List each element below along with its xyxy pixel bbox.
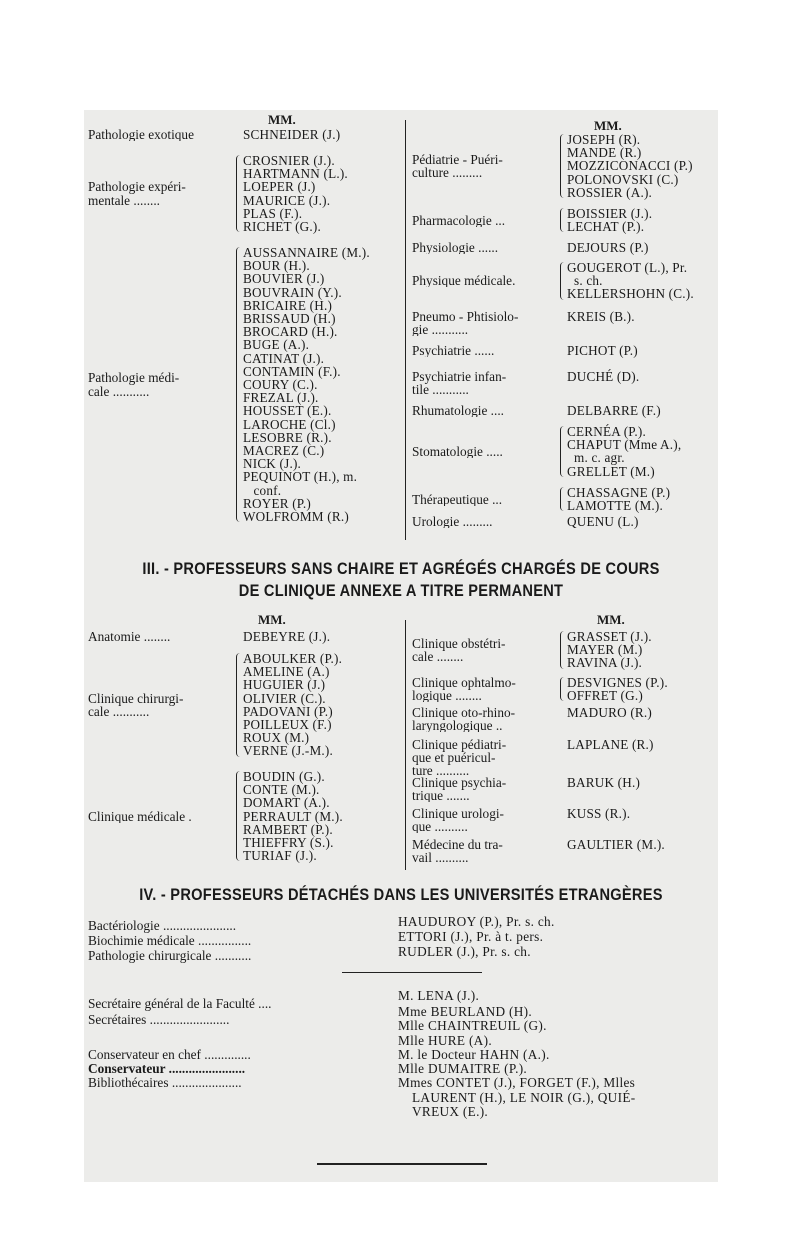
brace (236, 247, 241, 522)
brace (560, 426, 565, 477)
brace (236, 155, 241, 232)
person-name: BOUR (H.). (243, 258, 310, 274)
person-name: LESOBRE (R.). (243, 429, 332, 445)
person-name: CHAPUT (Mme A.), (567, 437, 682, 453)
row-label: Bactériologie ...................... (88, 918, 237, 933)
column-head-left: MM. (258, 612, 286, 627)
person-name: CONTE (M.). (243, 782, 320, 798)
person-name: KUSS (R.). (567, 806, 631, 821)
person-name: GAULTIER (M.). (567, 837, 665, 852)
person-name: MOZZICONACCI (P.) (567, 158, 693, 174)
person-name: DUCHÉ (D). (567, 369, 640, 384)
brace (236, 771, 241, 861)
brace (236, 653, 241, 757)
row-label: Conservateur en chef .............. (88, 1047, 251, 1062)
person-name: s. ch. (567, 273, 603, 289)
person-name: PICHOT (P.) (567, 343, 638, 358)
person-name: HOUSSET (E.). (243, 403, 332, 419)
row-label: Anatomie ........ (88, 630, 171, 644)
person-name: ROSSIER (A.). (567, 184, 653, 200)
separator-rule (342, 972, 482, 973)
row-label: Pathologie médi- cale ........... (88, 371, 180, 398)
person-name: DELBARRE (F.) (567, 403, 661, 418)
person-name: QUENU (L.) (567, 514, 639, 529)
row-label: Pharmacologie ... (412, 213, 506, 227)
person-name: JOSEPH (R). (567, 132, 641, 147)
person-name: HUGUIER (J.) (243, 677, 326, 693)
person-name: PEQUINOT (H.), m. (243, 469, 358, 485)
person-name: VERNE (J.-M.). (243, 743, 333, 759)
person-name: FREZAL (J.). (243, 390, 319, 406)
person-name: DESVIGNES (P.). (567, 675, 668, 690)
person-name: conf. (243, 482, 282, 498)
person-name: PERRAULT (M.). (243, 808, 343, 824)
person-name: BROCARD (H.). (243, 324, 338, 340)
row-label: Pathologie exotique (88, 128, 194, 142)
person-name: KELLERSHOHN (C.). (567, 286, 694, 302)
person-name: MAURICE (J.). (243, 192, 331, 208)
row-value: Mlle DUMAITRE (P.). (398, 1061, 528, 1076)
person-name: RAVINA (J.). (567, 655, 643, 671)
person-name: TURIAF (J.). (243, 848, 317, 864)
person-name: OFFRET (G.) (567, 688, 643, 704)
row-label: Physique médicale. (412, 274, 516, 288)
row-value: ETTORI (J.), Pr. à t. pers. (398, 929, 544, 944)
row-value: M. le Docteur HAHN (A.). (398, 1047, 550, 1062)
person-name: CONTAMIN (F.). (243, 363, 341, 379)
row-label: Psychiatrie ...... (412, 344, 495, 358)
row-label: Pneumo - Phtisiolo- gie ........... (412, 310, 519, 337)
person-name: CERNÉA (P.). (567, 424, 646, 439)
column-head-right: MM. (594, 118, 622, 133)
brace (560, 677, 565, 701)
person-name: THIEFFRY (S.). (243, 835, 334, 850)
row-label: Clinique pédiatri- que et puéricul- ture .......... (412, 738, 507, 778)
row-value: Mme BEURLAND (H). (398, 1004, 532, 1019)
person-name: BRISSAUD (H.) (243, 311, 336, 326)
row-label: Pathologie expéri- mentale ........ (88, 180, 186, 207)
person-name: RAMBERT (P.). (243, 821, 333, 837)
row-value: HAUDUROY (P.), Pr. s. ch. (398, 914, 555, 929)
row-value: LAURENT (H.), LE NOIR (G.), QUIÉ- (412, 1090, 636, 1105)
row-label: Clinique psychia- trique ....... (412, 776, 507, 803)
brace (560, 134, 565, 198)
person-name: AMELINE (A.) (243, 664, 330, 680)
section-4-title: IV. - PROFESSEURS DÉTACHÉS DANS LES UNIVERSITÉS ETRANGÈRES (139, 885, 663, 904)
person-name: OLIVIER (C.). (243, 690, 326, 706)
row-label: Clinique médicale . (88, 809, 192, 823)
row-label: Thérapeutique ... (412, 492, 503, 506)
person-name: PADOVANI (P.) (243, 703, 333, 719)
person-name: LAROCHE (Cl.) (243, 416, 336, 432)
row-label: Psychiatrie infan- tile ........... (412, 370, 507, 397)
person-name: BOUDIN (G.). (243, 769, 325, 784)
person-name: BOUVIER (J.) (243, 271, 325, 287)
person-name: AUSSANNAIRE (M.). (243, 245, 370, 260)
row-label: Clinique oto-rhino- laryngologique .. (412, 706, 516, 733)
row-value: Mmes CONTET (J.), FORGET (F.), Mlles (398, 1075, 636, 1090)
brace (560, 487, 565, 511)
row-label: Physiologie ...... (412, 241, 499, 255)
person-name: NICK (J.). (243, 456, 302, 472)
section-3-title-line2: DE CLINIQUE ANNEXE A TITRE PERMANENT (238, 581, 564, 600)
person-name: CHASSAGNE (P.) (567, 485, 671, 500)
row-label: Secrétaire général de la Faculté .... (88, 996, 272, 1011)
column-head-right: MM. (597, 612, 625, 627)
row-value: Mlle HURE (A). (398, 1033, 492, 1048)
person-name: GRELLET (M.) (567, 463, 655, 479)
person-name: MACREZ (C.) (243, 443, 325, 458)
person-name: BOISSIER (J.). (567, 206, 653, 221)
person-name: BUGE (A.). (243, 337, 310, 353)
person-name: KREIS (B.). (567, 309, 635, 324)
row-value: M. LENA (J.). (398, 988, 480, 1003)
person-name: LECHAT (P.). (567, 219, 645, 235)
person-name: LOEPER (J.) (243, 179, 316, 195)
column-divider (405, 120, 406, 540)
person-name: GOUGEROT (L.), Pr. (567, 260, 688, 275)
person-name: MAYER (M.) (567, 642, 643, 658)
brace (560, 208, 565, 232)
row-label: Bibliothécaires ..................... (88, 1075, 242, 1090)
person-name: DEBEYRE (J.). (243, 629, 331, 644)
person-name: MANDE (R.) (567, 145, 642, 161)
person-name: POILLEUX (F.) (243, 717, 332, 732)
row-label: Stomatologie ..... (412, 444, 503, 458)
column-divider (405, 620, 406, 870)
person-name: POLONOVSKI (C.) (567, 171, 679, 187)
row-label: Clinique chirurgi- cale ........... (88, 691, 184, 718)
row-value: Mlle CHAINTREUIL (G). (398, 1018, 547, 1033)
person-name: m. c. agr. (567, 450, 625, 466)
person-name: SCHNEIDER (J.) (243, 127, 341, 142)
brace (560, 631, 565, 669)
person-name: GRASSET (J.). (567, 629, 652, 644)
person-name: CATINAT (J.). (243, 350, 325, 366)
row-label: Pédiatrie - Puéri- culture ......... (412, 152, 503, 180)
person-name: ROUX (M.) (243, 730, 310, 746)
person-name: COURY (C.). (243, 377, 318, 392)
bottom-rule (317, 1163, 487, 1165)
row-label: Médecine du tra- vail .......... (412, 838, 503, 865)
row-label: Clinique obstétri- cale ........ (412, 636, 506, 663)
person-name: ROYER (P.) (243, 495, 311, 511)
person-name: DOMART (A.). (243, 795, 330, 811)
person-name: LAPLANE (R.) (567, 737, 654, 752)
row-label: Conservateur ....................... (88, 1061, 246, 1076)
person-name: BOUVRAIN (Y.). (243, 284, 342, 300)
row-label: Secrétaires ........................ (88, 1012, 230, 1027)
person-name: RICHET (G.). (243, 219, 321, 234)
row-value: VREUX (E.). (412, 1104, 489, 1119)
person-name: WOLFROMM (R.) (243, 509, 349, 524)
person-name: BARUK (H.) (567, 775, 641, 790)
person-name: ABOULKER (P.). (243, 651, 343, 666)
row-label: Biochimie médicale ................ (88, 933, 252, 948)
row-label: Clinique urologi- que .......... (412, 807, 504, 834)
column-head-left: MM. (268, 112, 296, 127)
person-name: PLAS (F.). (243, 205, 303, 221)
person-name: HARTMANN (L.). (243, 166, 348, 182)
row-label: Pathologie chirurgicale ........... (88, 948, 252, 963)
person-name: DEJOURS (P.) (567, 240, 649, 255)
row-value: RUDLER (J.), Pr. s. ch. (398, 944, 531, 959)
person-name: MADURO (R.) (567, 705, 652, 720)
row-label: Rhumatologie .... (412, 404, 504, 418)
person-name: CROSNIER (J.). (243, 153, 335, 168)
person-name: LAMOTTE (M.). (567, 498, 663, 514)
row-label: Urologie ......... (412, 515, 493, 529)
section-3-title-line1: III. - PROFESSEURS SANS CHAIRE ET AGRÉGÉS CHARGÉS DE COURS (142, 559, 660, 578)
row-label: Clinique ophtalmo- logique ........ (412, 676, 516, 703)
person-name: BRICAIRE (H.) (243, 297, 333, 313)
brace (560, 262, 565, 300)
